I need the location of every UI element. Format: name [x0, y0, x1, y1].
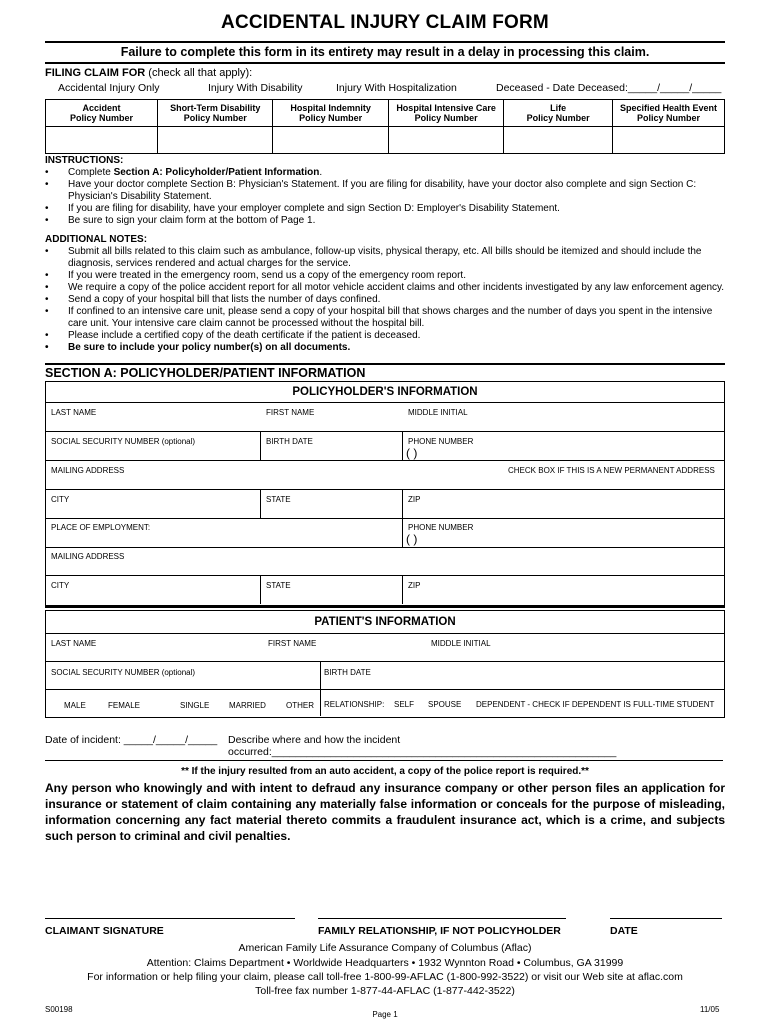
- dependent-option[interactable]: DEPENDENT - CHECK IF DEPENDENT IS FULL-TIME STUDENT: [476, 700, 715, 709]
- section-a-divider: [45, 363, 725, 365]
- policyholder-birth-date-label: BIRTH DATE: [266, 437, 313, 446]
- relationship-label: RELATIONSHIP:: [324, 700, 385, 709]
- married-option[interactable]: MARRIED: [229, 701, 266, 710]
- hospital-intensive-care-policy-number-field[interactable]: [388, 127, 503, 154]
- fraud-warning: Any person who knowingly and with intent to defraud any insurance company or other person files an application for insurance or statement of claim containing any materially false information or conceals for the purpose of misleading, information concerning any fact material thereto commits a fraudulent insurance act, which is a crime, and subjects such person to criminal and civil penalties.: [45, 781, 725, 843]
- policy-number-table: [45, 99, 725, 154]
- spouse-option[interactable]: SPOUSE: [428, 700, 462, 709]
- page-number: Page 1: [372, 1010, 398, 1019]
- policyholder-mailing-address-label: MAILING ADDRESS: [51, 466, 125, 475]
- patient-birth-date-label: BIRTH DATE: [324, 668, 371, 677]
- divider: [402, 431, 403, 460]
- divider: [402, 489, 403, 518]
- option-injury-with-disability[interactable]: Injury With Disability: [208, 82, 303, 94]
- policy-number-label: Policy Number: [526, 113, 590, 123]
- filing-claim-label-bold: FILING CLAIM FOR: [45, 67, 146, 79]
- divider: [260, 431, 261, 460]
- short-term-disability-policy-number-field[interactable]: [158, 127, 273, 154]
- note-item: • If you were treated in the emergency room, send us a copy of the emergency room report.: [45, 270, 725, 282]
- note-item: • Send a copy of your hospital bill that lists the number of days confined.: [45, 294, 725, 306]
- single-option[interactable]: SINGLE: [180, 701, 210, 710]
- policyholder-city-label: CITY: [51, 495, 70, 504]
- fax-info: Toll-free fax number 1-877-44-AFLAC (1-877-442-3522): [255, 985, 515, 997]
- option-accidental-injury-only[interactable]: Accidental Injury Only: [58, 82, 160, 94]
- policy-type: Short-Term Disability: [170, 103, 261, 113]
- instruction-item: • If you are filing for disability, have your employer complete and sign Section D: Employer's Disability Statement.: [45, 203, 725, 215]
- policy-header-short-term-disability: [158, 100, 273, 127]
- date-label: DATE: [610, 925, 638, 937]
- instructions: [45, 155, 725, 227]
- life-policy-number-field[interactable]: [504, 127, 613, 154]
- note-item: • Submit all bills related to this claim such as ambulance, follow-up visits, physical therapy, etc. All bills should be itemized and should include the diagnosis, services rendered and actual charges for the service.: [45, 246, 725, 270]
- patient-info-box: [45, 610, 725, 718]
- patient-heading: PATIENT'S INFORMATION: [314, 616, 456, 628]
- phone-area-code-field[interactable]: ( ): [406, 446, 418, 460]
- policy-header-hospital-intensive-care: [388, 100, 503, 127]
- self-option[interactable]: SELF: [394, 700, 415, 709]
- policy-number-label: Policy Number: [299, 113, 363, 123]
- employer-phone-area-code-field[interactable]: ( ): [406, 532, 418, 546]
- other-option[interactable]: OTHER: [286, 701, 314, 710]
- claimant-signature-label: CLAIMANT SIGNATURE: [45, 925, 164, 937]
- policyholder-first-name-label: FIRST NAME: [266, 408, 315, 417]
- company-name: American Family Life Assurance Company of Columbus (Aflac): [238, 942, 532, 954]
- police-report-note: ** If the injury resulted from an auto accident, a copy of the police report is required.**: [181, 766, 589, 777]
- section-a-heading: SECTION A: POLICYHOLDER/PATIENT INFORMATION: [45, 366, 366, 380]
- family-relationship-line[interactable]: [318, 918, 566, 919]
- form-subtitle: Failure to complete this form in its entirety may result in a delay in processing this claim.: [120, 45, 650, 59]
- policy-type: Hospital Intensive Care: [396, 103, 496, 113]
- instruction-item: • Be sure to sign your claim form at the bottom of Page 1.: [45, 215, 725, 227]
- filing-claim-label: [45, 67, 252, 79]
- note-item: • We require a copy of the police accident report for all motor vehicle accident claims and other incidents investigated by any law enforcement agency.: [45, 282, 725, 294]
- policyholder-zip-label: ZIP: [408, 495, 421, 504]
- claimant-signature-line[interactable]: [45, 918, 295, 919]
- notes-heading: ADDITIONAL NOTES:: [45, 234, 148, 245]
- patient-ssn-label: SOCIAL SECURITY NUMBER (optional): [51, 668, 196, 677]
- instruction-bold-text: Section A: Policyholder/Patient Information: [113, 167, 320, 178]
- divider: [46, 547, 724, 548]
- subtitle-divider: [45, 62, 725, 64]
- policy-number-label: Policy Number: [414, 113, 478, 123]
- place-of-employment-label: PLACE OF EMPLOYMENT:: [51, 523, 151, 532]
- filing-claim-label-rest: (check all that apply):: [145, 67, 253, 79]
- policy-type: Specified Health Event: [619, 103, 717, 113]
- date-line[interactable]: [610, 918, 722, 919]
- instruction-item: [45, 167, 725, 179]
- divider: [402, 518, 403, 547]
- instructions-heading: INSTRUCTIONS:: [45, 155, 124, 166]
- note-item: • Be sure to include your policy number(s) on all documents.: [45, 342, 725, 354]
- divider: [260, 489, 261, 518]
- divider: [46, 633, 724, 634]
- date-of-incident-field[interactable]: Date of incident: _____/_____/_____: [45, 734, 218, 746]
- divider: [46, 402, 724, 403]
- patient-middle-initial-label: MIDDLE INITIAL: [431, 639, 491, 648]
- specified-health-event-policy-number-field[interactable]: [612, 127, 724, 154]
- patient-last-name-label: LAST NAME: [51, 639, 97, 648]
- divider: [46, 431, 724, 432]
- divider: [402, 575, 403, 604]
- employer-city-label: CITY: [51, 581, 70, 590]
- policy-number-label: Policy Number: [183, 113, 247, 123]
- instruction-text: Complete: [68, 167, 114, 178]
- employer-state-label: STATE: [266, 581, 291, 590]
- accident-policy-number-field[interactable]: [46, 127, 158, 154]
- policyholder-phone-label: PHONE NUMBER: [408, 437, 474, 446]
- instruction-text: .: [319, 167, 323, 178]
- male-option[interactable]: MALE: [64, 701, 86, 710]
- option-deceased[interactable]: Deceased - Date Deceased:_____/_____/_____: [496, 82, 722, 94]
- divider: [46, 489, 724, 490]
- employer-phone-label: PHONE NUMBER: [408, 523, 474, 532]
- incident-description-field[interactable]: Describe where and how the incident occurred:___________________________________________________________: [228, 734, 617, 758]
- policyholder-heading: POLICYHOLDER'S INFORMATION: [292, 386, 478, 398]
- policy-type: Accident: [82, 103, 121, 113]
- policyholder-info-box: [45, 381, 725, 606]
- instruction-item: • Have your doctor complete Section B: Physician's Statement. If you are filing for disability, have your doctor also complete and sign Section C: Physician's Disability Statement.: [45, 179, 725, 203]
- note-item: • Please include a certified copy of the death certificate if the patient is deceased.: [45, 330, 725, 342]
- family-relationship-label: FAMILY RELATIONSHIP, IF NOT POLICYHOLDER: [318, 925, 561, 937]
- divider: [260, 575, 261, 604]
- form-title: ACCIDENTAL INJURY CLAIM FORM: [221, 12, 549, 33]
- policyholder-middle-initial-label: MIDDLE INITIAL: [408, 408, 468, 417]
- female-option[interactable]: FEMALE: [108, 701, 141, 710]
- company-address: Attention: Claims Department • Worldwide Headquarters • 1932 Wynnton Road • Columbus, GA 31999: [146, 957, 624, 969]
- new-address-checkbox-label[interactable]: CHECK BOX IF THIS IS A NEW PERMANENT ADDRESS: [508, 466, 715, 475]
- policy-header-hospital-indemnity: [273, 100, 388, 127]
- additional-notes: [45, 234, 725, 354]
- policy-number-label: Policy Number: [636, 113, 700, 123]
- divider: [46, 689, 724, 690]
- option-injury-with-hospitalization[interactable]: Injury With Hospitalization: [336, 82, 457, 94]
- policyholder-ssn-label: SOCIAL SECURITY NUMBER (optional): [51, 437, 196, 446]
- divider: [46, 460, 724, 461]
- employer-mailing-address-label: MAILING ADDRESS: [51, 552, 125, 561]
- title-divider: [45, 41, 725, 43]
- divider: [46, 661, 724, 662]
- policy-number-label: Policy Number: [70, 113, 134, 123]
- policy-type: Hospital Indemnity: [290, 103, 371, 113]
- help-info: For information or help filing your claim, please call toll-free 1-800-99-AFLAC (1-800-992-3522) or visit our Web site at aflac.com: [87, 971, 683, 983]
- employer-zip-label: ZIP: [408, 581, 421, 590]
- section-divider: [45, 606, 725, 608]
- policy-header-accident: [46, 100, 158, 127]
- form-code: S00198: [45, 1005, 73, 1014]
- description-line[interactable]: [45, 760, 723, 761]
- policyholder-last-name-label: LAST NAME: [51, 408, 97, 417]
- policy-type: Life: [550, 103, 567, 113]
- note-item: • If confined to an intensive care unit, please send a copy of your hospital bill that shows charges and the number of days you spent in the intensive care unit. Your intensive care claim cannot be processed without the hospital bill.: [45, 306, 725, 330]
- policy-header-specified-health-event: [612, 100, 724, 127]
- divider: [46, 518, 724, 519]
- hospital-indemnity-policy-number-field[interactable]: [273, 127, 388, 154]
- policy-header-life: [504, 100, 613, 127]
- policyholder-state-label: STATE: [266, 495, 291, 504]
- form-version: 11/05: [700, 1005, 720, 1014]
- patient-first-name-label: FIRST NAME: [268, 639, 317, 648]
- divider: [46, 575, 724, 576]
